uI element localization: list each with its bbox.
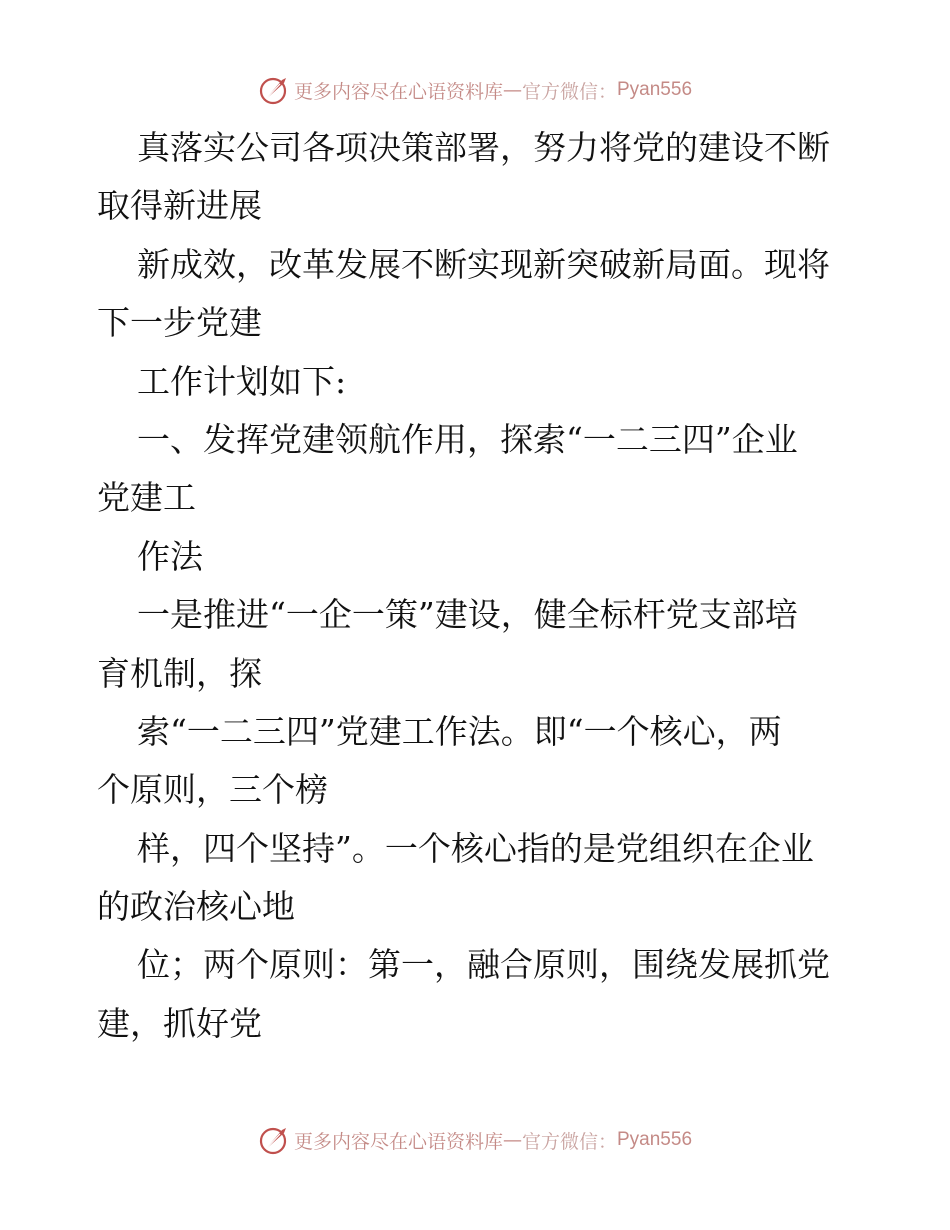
watermark-wechat-label: 官方微信： [521,1130,617,1153]
body-line: 的政治核心地 [97,887,295,927]
watermark-wechat-id: Pyan556 [617,79,693,100]
body-line: 一是推进“一企一策”建设，健全标杆党支部培 [137,595,798,635]
body-line: 育机制，探 [97,653,262,693]
watermark-dash: — [502,79,522,101]
watermark-text: 更多内容尽在心语资料库 [293,80,503,103]
body-line: 真落实公司各项决策部署，努力将党的建设不断 [137,128,830,167]
body-line: 工作计划如下: [137,361,347,401]
quill-logo-icon [258,1124,290,1156]
watermark-wechat-label: 官方微信： [521,80,617,103]
body-line: 样，四个坚持”。一个核心指的是党组织在企业 [137,828,814,868]
watermark-dash: — [502,1129,522,1151]
body-line: 建，抓好党 [97,1003,262,1043]
watermark-header [0,70,950,110]
body-line: 一、发挥党建领航作用，探索“一二三四”企业 [137,419,798,459]
body-line: 党建工 [97,478,196,518]
watermark-text: 更多内容尽在心语资料库 [293,1130,503,1153]
quill-logo-icon [258,74,290,106]
document-body [97,119,857,1053]
watermark-footer [0,1120,950,1160]
body-line: 位；两个原则：第一，融合原则，围绕发展抓党 [137,945,830,985]
body-line: 索“一二三四”党建工作法。即“一个核心，两 [137,711,782,751]
watermark-wechat-id: Pyan556 [617,1129,693,1150]
body-line: 下一步党建 [97,303,262,343]
body-line: 新成效，改革发展不断实现新突破新局面。现将 [137,244,830,284]
body-line: 取得新进展 [97,186,262,226]
body-line: 个原则，三个榜 [97,770,328,810]
body-line: 作法 [137,536,203,576]
